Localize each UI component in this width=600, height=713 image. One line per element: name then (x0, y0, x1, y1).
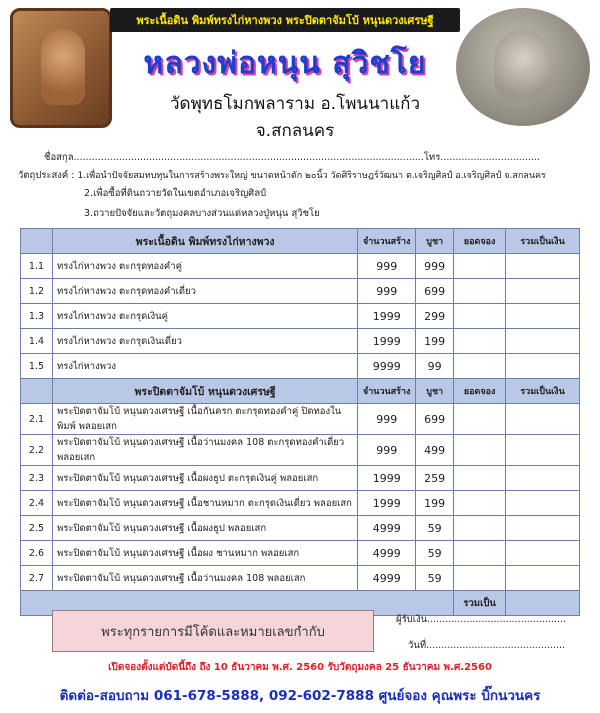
order-qty-field[interactable] (454, 516, 506, 541)
purpose-item-2: 2.เพื่อซื้อที่ดินถวายวัดในเขตอำเภอเจริญศิลป์ (84, 188, 267, 199)
row-total-field[interactable] (506, 329, 580, 354)
item-price: 299 (416, 304, 454, 329)
row-total-field[interactable] (506, 404, 580, 435)
item-price: 499 (416, 435, 454, 466)
item-price: 259 (416, 466, 454, 491)
row-total-field[interactable] (506, 541, 580, 566)
name-line (44, 150, 540, 165)
item-price: 699 (416, 279, 454, 304)
row-number: 1.1 (21, 254, 53, 279)
item-name: ทรงไก่หางพวง ตะกรุดทองคำคู่ (52, 254, 357, 279)
table-row (21, 435, 580, 466)
amulet-image-left (10, 8, 112, 128)
table-row (21, 254, 580, 279)
col-order: ยอดจอง (454, 379, 506, 404)
item-name: พระปิดตาจัมโบ้ หนุนดวงเศรษฐี เนื้อผงธูป ตะกรุดเงินคู่ พลอยเสก (52, 466, 357, 491)
order-qty-field[interactable] (454, 466, 506, 491)
col-price: บูชา (416, 379, 454, 404)
item-qty: 1999 (358, 491, 416, 516)
code-notice-box: พระทุกรายการมีโค้ดและหมายเลขกำกับ (52, 610, 374, 652)
item-price: 199 (416, 491, 454, 516)
item-price: 59 (416, 566, 454, 591)
section-header-1 (21, 229, 580, 254)
row-number: 1.3 (21, 304, 53, 329)
col-price: บูชา (416, 229, 454, 254)
row-total-field[interactable] (506, 304, 580, 329)
item-name: ทรงไก่หางพวง ตะกรุดทองคำเดี่ยว (52, 279, 357, 304)
row-number: 2.6 (21, 541, 53, 566)
page-title: หลวงพ่อหนุน สุวิชโย (143, 46, 427, 81)
item-name: พระปิดตาจัมโบ้ หนุนดวงเศรษฐี เนื้อกันครก ตะกรุดทองคำคู่ ปิดทองในพิมพ์ พลอยเสก (52, 404, 357, 435)
order-qty-field[interactable] (454, 254, 506, 279)
purpose-item-1: 1.เพื่อนำปัจจัยสมทบทุนในการสร้างพระใหญ่ ขนาดหน้าตัก ๒๐นิ้ว วัดศิริราษฎร์วัฒนา ต.เจริญศิลป์ อ.เจริญศิลป์ จ.สกลนคร (77, 171, 546, 181)
row-total-field[interactable] (506, 566, 580, 591)
order-table (20, 228, 580, 616)
table-row (21, 354, 580, 379)
header-banner: พระเนื้อดิน พิมพ์ทรงไก่หางพวง พระปิดตาจัมโบ้ หนุนดวงเศรษฐี (110, 8, 460, 32)
item-qty: 4999 (358, 566, 416, 591)
col-total: รวมเป็นเงิน (506, 229, 580, 254)
order-qty-field[interactable] (454, 566, 506, 591)
table-row (21, 404, 580, 435)
row-number: 1.5 (21, 354, 53, 379)
table-row (21, 329, 580, 354)
item-name: พระปิดตาจัมโบ้ หนุนดวงเศรษฐี เนื้อชานหมาก ตะกรุดเงินเดี่ยว พลอยเสก (52, 491, 357, 516)
booking-period: เปิดจองตั้งแต่บัดนี้ถึง ถึง 10 ธันวาคม พ.ศ. 2560 รับวัตถุมงคล 25 ธันวาคม พ.ศ.2560 (108, 662, 492, 673)
order-qty-field[interactable] (454, 541, 506, 566)
item-qty: 999 (358, 254, 416, 279)
item-qty: 999 (358, 279, 416, 304)
order-qty-field[interactable] (454, 404, 506, 435)
name-field[interactable]: .................................................................................................................... (73, 152, 424, 163)
table-row (21, 566, 580, 591)
order-qty-field[interactable] (454, 279, 506, 304)
phone-field[interactable]: ................................. (440, 152, 540, 163)
order-qty-field[interactable] (454, 304, 506, 329)
item-qty: 1999 (358, 466, 416, 491)
item-price: 199 (416, 329, 454, 354)
row-number: 2.7 (21, 566, 53, 591)
row-number: 2.5 (21, 516, 53, 541)
row-number: 2.3 (21, 466, 53, 491)
row-number: 1.2 (21, 279, 53, 304)
item-name: ทรงไก่หางพวง ตะกรุดเงินเดี่ยว (52, 329, 357, 354)
item-name: พระปิดตาจัมโบ้ หนุนดวงเศรษฐี เนื้อผงธูป พลอยเสก (52, 516, 357, 541)
item-price: 99 (416, 354, 454, 379)
item-price: 59 (416, 516, 454, 541)
row-total-field[interactable] (506, 354, 580, 379)
item-name: พระปิดตาจัมโบ้ หนุนดวงเศรษฐี เนื้อผง ชานหมาก พลอยเสก (52, 541, 357, 566)
row-total-field[interactable] (506, 435, 580, 466)
col-qty: จำนวนสร้าง (358, 229, 416, 254)
item-price: 59 (416, 541, 454, 566)
contact-info: ติดต่อ-สอบถาม 061-678-5888, 092-602-7888 ศูนย์จอง คุณพระ บิ๊กนวนคร (59, 688, 541, 704)
order-qty-field[interactable] (454, 491, 506, 516)
row-number: 2.1 (21, 404, 53, 435)
name-label: ชื่อสกุล (44, 152, 74, 163)
order-qty-field[interactable] (454, 329, 506, 354)
section-header-2 (21, 379, 580, 404)
table-row (21, 304, 580, 329)
date-line (408, 638, 565, 653)
date-field[interactable]: .............................................. (426, 640, 566, 651)
item-qty: 4999 (358, 541, 416, 566)
total-label: รวมเป็น (454, 591, 506, 616)
section-title-2: พระปิดตาจัมโบ้ หนุนดวงเศรษฐี (52, 379, 357, 404)
row-total-field[interactable] (506, 279, 580, 304)
amulet-image-right (456, 8, 590, 126)
date-label: วันที่ (408, 640, 427, 651)
item-name: พระปิดตาจัมโบ้ หนุนดวงเศรษฐี เนื้อว่านมงคล 108 พลอยเสก (52, 566, 357, 591)
section-title-1: พระเนื้อดิน พิมพ์ทรงไก่หางพวง (52, 229, 357, 254)
item-qty: 1999 (358, 304, 416, 329)
item-name: ทรงไก่หางพวง ตะกรุดเงินคู่ (52, 304, 357, 329)
order-qty-field[interactable] (454, 354, 506, 379)
row-total-field[interactable] (506, 516, 580, 541)
col-qty: จำนวนสร้าง (358, 379, 416, 404)
item-name: พระปิดตาจัมโบ้ หนุนดวงเศรษฐี เนื้อว่านมงคล 108 ตะกรุดทองคำเดี่ยว พลอยเสก (52, 435, 357, 466)
temple-name: วัดพุทธโมกพลาราม อ.โพนนาแก้ว จ.สกลนคร (170, 94, 420, 141)
receiver-line (396, 612, 566, 627)
phra-pidta-figure-icon (494, 30, 552, 102)
item-qty: 9999 (358, 354, 416, 379)
receiver-field[interactable]: .............................................. (427, 614, 567, 625)
table-row (21, 279, 580, 304)
table-row (21, 516, 580, 541)
row-number: 2.4 (21, 491, 53, 516)
col-total: รวมเป็นเงิน (506, 379, 580, 404)
purpose-item-3: 3.ถวายปัจจัยและวัตถุมงคลบางส่วนแด่หลวงปู่หนุน สุวิชโย (84, 208, 320, 219)
item-qty: 1999 (358, 329, 416, 354)
item-name: ทรงไก่หางพวง (52, 354, 357, 379)
table-row (21, 491, 580, 516)
item-qty: 999 (358, 404, 416, 435)
col-order: ยอดจอง (454, 229, 506, 254)
row-number: 1.4 (21, 329, 53, 354)
buddha-figure-icon (41, 29, 85, 105)
item-qty: 999 (358, 435, 416, 466)
item-price: 999 (416, 254, 454, 279)
table-row (21, 466, 580, 491)
row-total-field[interactable] (506, 466, 580, 491)
row-total-field[interactable] (506, 491, 580, 516)
item-price: 699 (416, 404, 454, 435)
order-qty-field[interactable] (454, 435, 506, 466)
row-number: 2.2 (21, 435, 53, 466)
receiver-label: ผู้รับเงิน (396, 614, 428, 625)
purpose-line-1 (18, 168, 546, 183)
item-qty: 4999 (358, 516, 416, 541)
purpose-label: วัตถุประสงค์ : (18, 170, 75, 181)
phone-label: โทร (423, 152, 441, 163)
row-total-field[interactable] (506, 254, 580, 279)
table-row (21, 541, 580, 566)
